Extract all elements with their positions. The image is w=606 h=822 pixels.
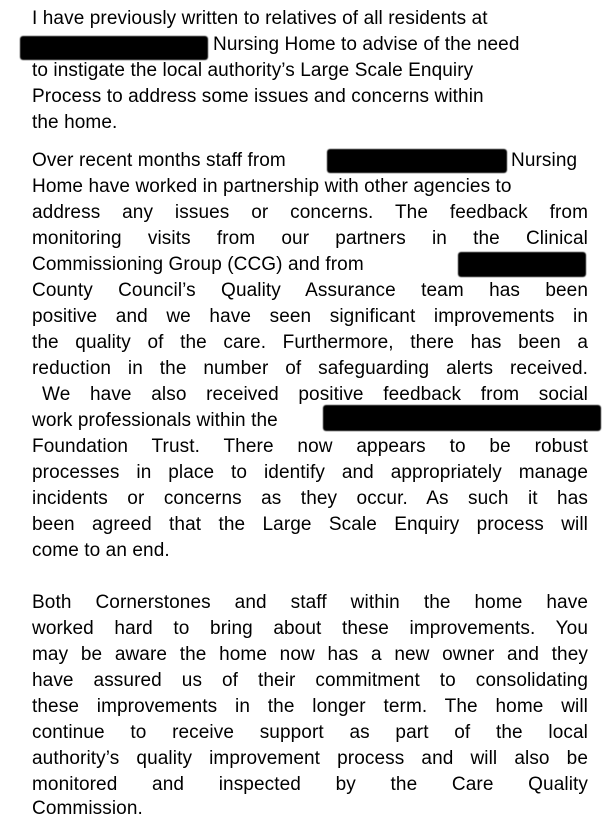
paragraph-1-line-4: Process to address some issues and concerns within: [32, 86, 484, 107]
redaction-block: [327, 149, 507, 173]
paragraph-2-line-12: Foundation Trust. There now appears to be robust: [32, 436, 588, 457]
paragraph-3-line-2: worked hard to bring about these improvements. You: [32, 618, 588, 639]
redaction-block: [458, 252, 586, 277]
paragraph-3-line-3: may be aware the home now has a new owner and they: [32, 644, 588, 665]
redaction-block: [20, 36, 208, 60]
paragraph-3-line-7: authority’s quality improvement process and will also be: [32, 748, 588, 769]
paragraph-2-line-15: been agreed that the Large Scale Enquiry process will: [32, 514, 588, 535]
paragraph-3-line-9: Commission.: [32, 798, 143, 819]
paragraph-3-line-8: monitored and inspected by the Care Quality: [32, 774, 588, 795]
redaction-block: [323, 405, 601, 431]
paragraph-2-line-10: We have also received positive feedback from social: [42, 384, 588, 405]
paragraph-3-line-1: Both Cornerstones and staff within the home have: [32, 592, 588, 613]
paragraph-1-line-5: the home.: [32, 112, 118, 133]
paragraph-2-line-5: Commissioning Group (CCG) and from: [32, 254, 364, 275]
paragraph-3-line-4: have assured us of their commitment to consolidating: [32, 670, 588, 691]
paragraph-2-line-7: positive and we have seen significant improvements in: [32, 306, 588, 327]
paragraph-2-line-6: County Council’s Quality Assurance team has been: [32, 280, 588, 301]
paragraph-2-line-11: work professionals within the: [32, 410, 278, 431]
paragraph-2-line-1: Over recent months staff from: [32, 150, 286, 171]
paragraph-2-line-14: incidents or concerns as they occur. As such it has: [32, 488, 588, 509]
paragraph-2-line-8: the quality of the care. Furthermore, there has been a: [32, 332, 588, 353]
paragraph-1-line-2: Nursing Home to advise of the need: [213, 34, 520, 55]
paragraph-2-line-16: come to an end.: [32, 540, 170, 561]
paragraph-3-line-5: these improvements in the longer term. The home will: [32, 696, 588, 717]
paragraph-1-line-1: I have previously written to relatives of all residents at: [32, 8, 488, 29]
paragraph-2-line-4: monitoring visits from our partners in the Clinical: [32, 228, 588, 249]
paragraph-2-line-9: reduction in the number of safeguarding alerts received.: [32, 358, 588, 379]
paragraph-3-line-6: continue to receive support as part of the local: [32, 722, 588, 743]
paragraph-2-line-1b: Nursing: [511, 150, 578, 171]
paragraph-2-line-3: address any issues or concerns. The feedback from: [32, 202, 588, 223]
paragraph-1-line-3: to instigate the local authority’s Large Scale Enquiry: [32, 60, 474, 81]
paragraph-2-line-13: processes in place to identify and appropriately manage: [32, 462, 588, 483]
paragraph-2-line-2: Home have worked in partnership with other agencies to: [32, 176, 512, 197]
